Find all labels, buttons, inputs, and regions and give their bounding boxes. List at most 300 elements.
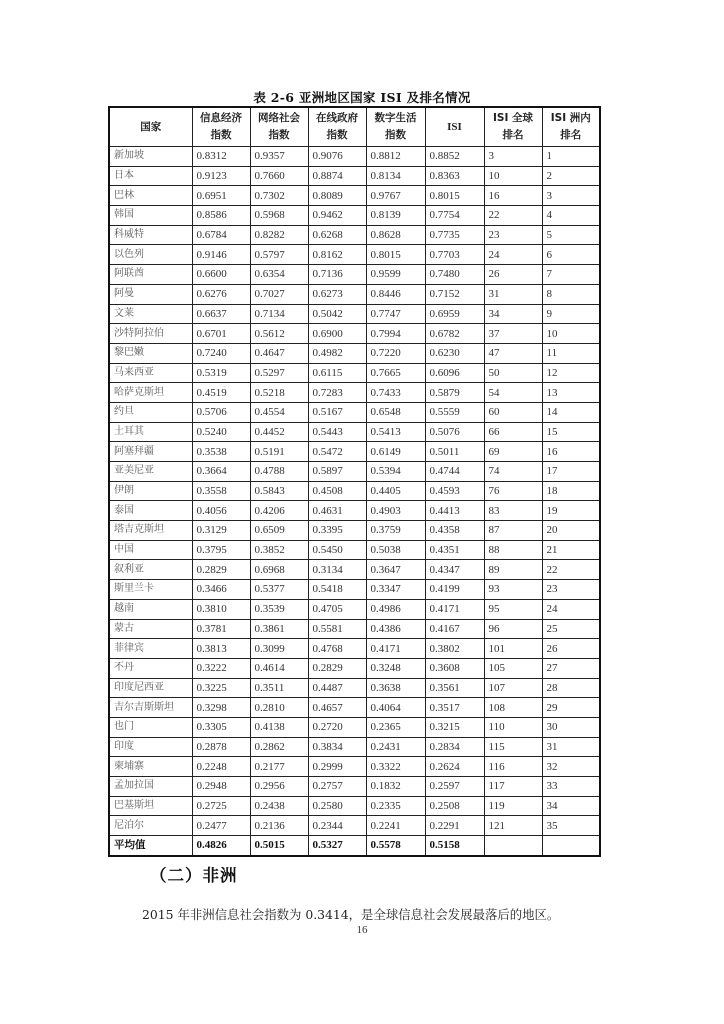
value-cell: 0.4064 <box>366 698 425 718</box>
value-cell: 0.4351 <box>425 540 484 560</box>
value-cell: 0.4554 <box>250 402 308 422</box>
value-cell: 0.7220 <box>366 343 425 363</box>
country-cell: 菲律宾 <box>109 639 192 659</box>
value-cell: 0.4056 <box>192 501 250 521</box>
value-cell: 0.3813 <box>192 639 250 659</box>
table-row <box>109 540 600 560</box>
table-row <box>109 225 600 245</box>
value-cell: 0.3511 <box>250 678 308 698</box>
value-cell: 0.2834 <box>425 737 484 757</box>
value-cell: 0.3222 <box>192 658 250 678</box>
value-cell: 1 <box>542 147 600 167</box>
table-row <box>109 580 600 600</box>
country-cell: 巴林 <box>109 186 192 206</box>
value-cell: 0.7027 <box>250 284 308 304</box>
table-row <box>109 186 600 206</box>
value-cell: 0.3664 <box>192 462 250 482</box>
value-cell: 0.2136 <box>250 816 308 836</box>
value-cell: 0.6354 <box>250 265 308 285</box>
value-cell: 0.3638 <box>366 678 425 698</box>
country-cell: 亚美尼亚 <box>109 462 192 482</box>
value-cell: 0.7754 <box>425 206 484 226</box>
table-row <box>109 757 600 777</box>
value-cell: 24 <box>542 599 600 619</box>
table-row <box>109 147 600 167</box>
value-cell: 0.3129 <box>192 521 250 541</box>
country-cell: 阿联酋 <box>109 265 192 285</box>
value-cell: 5 <box>542 225 600 245</box>
value-cell: 31 <box>484 284 542 304</box>
value-cell: 30 <box>542 717 600 737</box>
value-cell: 15 <box>542 422 600 442</box>
value-cell: 0.4657 <box>308 698 366 718</box>
value-cell: 0.2335 <box>366 796 425 816</box>
table-row <box>109 717 600 737</box>
value-cell: 0.4744 <box>425 462 484 482</box>
value-cell: 0.3225 <box>192 678 250 698</box>
value-cell: 0.6096 <box>425 363 484 383</box>
value-cell: 0.8586 <box>192 206 250 226</box>
value-cell: 0.2878 <box>192 737 250 757</box>
value-cell: 37 <box>484 324 542 344</box>
value-cell: 23 <box>484 225 542 245</box>
country-cell: 印度尼西亚 <box>109 678 192 698</box>
country-cell: 印度 <box>109 737 192 757</box>
value-cell: 34 <box>484 304 542 324</box>
value-cell: 0.3539 <box>250 599 308 619</box>
value-cell: 0.5443 <box>308 422 366 442</box>
value-cell: 22 <box>484 206 542 226</box>
value-cell: 0.2291 <box>425 816 484 836</box>
value-cell: 0.7136 <box>308 265 366 285</box>
column-header-line: 在线政府 <box>316 112 358 124</box>
value-cell: 0.7152 <box>425 284 484 304</box>
table-row <box>109 462 600 482</box>
country-cell: 蒙古 <box>109 619 192 639</box>
value-cell: 35 <box>542 816 600 836</box>
value-cell: 34 <box>542 796 600 816</box>
value-cell: 0.2948 <box>192 777 250 797</box>
body-paragraph: 2015 年非洲信息社会指数为 0.3414，是全球信息社会发展最落后的地区。 <box>142 907 560 922</box>
value-cell: 0.1832 <box>366 777 425 797</box>
value-cell: 0.4487 <box>308 678 366 698</box>
value-cell: 0.9767 <box>366 186 425 206</box>
value-cell: 0.5297 <box>250 363 308 383</box>
table-body <box>109 147 600 856</box>
value-cell: 11 <box>542 343 600 363</box>
value-cell <box>542 836 600 856</box>
value-cell: 0.3248 <box>366 658 425 678</box>
value-cell: 0.5418 <box>308 580 366 600</box>
country-cell: 平均值 <box>109 836 192 856</box>
value-cell: 0.9146 <box>192 245 250 265</box>
country-cell: 中国 <box>109 540 192 560</box>
value-cell: 0.2720 <box>308 717 366 737</box>
value-cell: 0.2810 <box>250 698 308 718</box>
value-cell: 0.5612 <box>250 324 308 344</box>
table-row <box>109 304 600 324</box>
value-cell: 0.8312 <box>192 147 250 167</box>
table-row <box>109 560 600 580</box>
value-cell: 9 <box>542 304 600 324</box>
value-cell: 0.3517 <box>425 698 484 718</box>
table-row <box>109 816 600 836</box>
value-cell: 0.3099 <box>250 639 308 659</box>
value-cell: 0.3298 <box>192 698 250 718</box>
value-cell: 0.2438 <box>250 796 308 816</box>
value-cell: 95 <box>484 599 542 619</box>
country-cell: 越南 <box>109 599 192 619</box>
value-cell: 0.3647 <box>366 560 425 580</box>
value-cell: 20 <box>542 521 600 541</box>
value-cell: 0.6115 <box>308 363 366 383</box>
value-cell: 107 <box>484 678 542 698</box>
value-cell: 0.3608 <box>425 658 484 678</box>
value-cell: 0.5413 <box>366 422 425 442</box>
country-cell: 塔吉克斯坦 <box>109 521 192 541</box>
column-header <box>366 107 425 147</box>
value-cell: 26 <box>542 639 600 659</box>
value-cell: 25 <box>542 619 600 639</box>
country-cell: 马来西亚 <box>109 363 192 383</box>
table-row <box>109 619 600 639</box>
value-cell: 27 <box>542 658 600 678</box>
table-row <box>109 658 600 678</box>
value-cell: 0.4405 <box>366 481 425 501</box>
value-cell: 0.3466 <box>192 580 250 600</box>
value-cell: 16 <box>542 442 600 462</box>
value-cell: 0.8139 <box>366 206 425 226</box>
value-cell: 0.9076 <box>308 147 366 167</box>
value-cell: 0.7994 <box>366 324 425 344</box>
value-cell: 0.4358 <box>425 521 484 541</box>
value-cell: 0.4413 <box>425 501 484 521</box>
value-cell: 28 <box>542 678 600 698</box>
table-row <box>109 442 600 462</box>
column-header-line: ISI 全球 <box>492 112 534 124</box>
value-cell: 0.2725 <box>192 796 250 816</box>
value-cell: 0.6782 <box>425 324 484 344</box>
value-cell <box>484 836 542 856</box>
value-cell: 74 <box>484 462 542 482</box>
column-header <box>542 107 600 147</box>
value-cell: 14 <box>542 402 600 422</box>
table-row <box>109 245 600 265</box>
value-cell: 0.5472 <box>308 442 366 462</box>
value-cell: 0.5897 <box>308 462 366 482</box>
value-cell: 0.5319 <box>192 363 250 383</box>
value-cell: 0.6959 <box>425 304 484 324</box>
value-cell: 0.3561 <box>425 678 484 698</box>
value-cell: 0.2431 <box>366 737 425 757</box>
table-caption: 表 2-6 亚洲地区国家 ISI 及排名情况 <box>253 90 471 105</box>
value-cell: 101 <box>484 639 542 659</box>
value-cell: 0.8852 <box>425 147 484 167</box>
value-cell: 119 <box>484 796 542 816</box>
value-cell: 0.4903 <box>366 501 425 521</box>
value-cell: 0.6230 <box>425 343 484 363</box>
value-cell: 0.4167 <box>425 619 484 639</box>
value-cell: 0.8015 <box>366 245 425 265</box>
value-cell: 0.3558 <box>192 481 250 501</box>
value-cell: 0.4788 <box>250 462 308 482</box>
table-row <box>109 363 600 383</box>
value-cell: 0.9123 <box>192 166 250 186</box>
country-cell: 文莱 <box>109 304 192 324</box>
value-cell: 0.9462 <box>308 206 366 226</box>
column-header-line: ISI 洲内 <box>550 112 591 124</box>
value-cell: 0.4705 <box>308 599 366 619</box>
value-cell: 116 <box>484 757 542 777</box>
value-cell: 0.2999 <box>308 757 366 777</box>
average-row <box>109 836 600 856</box>
column-header <box>109 107 192 147</box>
value-cell: 0.8089 <box>308 186 366 206</box>
value-cell: 21 <box>542 540 600 560</box>
value-cell: 0.6273 <box>308 284 366 304</box>
country-cell: 阿塞拜疆 <box>109 442 192 462</box>
table-row <box>109 324 600 344</box>
table-row <box>109 166 600 186</box>
table-row <box>109 698 600 718</box>
value-cell: 0.4199 <box>425 580 484 600</box>
country-cell: 孟加拉国 <box>109 777 192 797</box>
value-cell: 0.7134 <box>250 304 308 324</box>
value-cell: 117 <box>484 777 542 797</box>
value-cell: 0.5038 <box>366 540 425 560</box>
value-cell: 0.2829 <box>308 658 366 678</box>
asia-isi-table <box>108 106 601 857</box>
table-row <box>109 481 600 501</box>
column-header <box>425 107 484 147</box>
value-cell: 0.7283 <box>308 383 366 403</box>
country-cell: 以色列 <box>109 245 192 265</box>
value-cell: 0.4206 <box>250 501 308 521</box>
value-cell: 0.8628 <box>366 225 425 245</box>
value-cell: 0.7735 <box>425 225 484 245</box>
country-cell: 吉尔吉斯斯坦 <box>109 698 192 718</box>
value-cell: 0.6600 <box>192 265 250 285</box>
value-cell: 110 <box>484 717 542 737</box>
value-cell: 0.6701 <box>192 324 250 344</box>
column-header-line: 数字生活 <box>374 112 417 124</box>
table-row <box>109 284 600 304</box>
value-cell: 0.6968 <box>250 560 308 580</box>
value-cell: 33 <box>542 777 600 797</box>
value-cell: 19 <box>542 501 600 521</box>
value-cell: 0.5327 <box>308 836 366 856</box>
value-cell: 69 <box>484 442 542 462</box>
value-cell: 0.8874 <box>308 166 366 186</box>
value-cell: 0.7240 <box>192 343 250 363</box>
value-cell: 0.7433 <box>366 383 425 403</box>
value-cell: 0.7480 <box>425 265 484 285</box>
value-cell: 0.5879 <box>425 383 484 403</box>
value-cell: 0.3395 <box>308 521 366 541</box>
value-cell: 0.5394 <box>366 462 425 482</box>
value-cell: 0.5167 <box>308 402 366 422</box>
value-cell: 0.5968 <box>250 206 308 226</box>
table-row <box>109 777 600 797</box>
country-cell: 叙利亚 <box>109 560 192 580</box>
value-cell: 0.4826 <box>192 836 250 856</box>
value-cell: 0.6637 <box>192 304 250 324</box>
value-cell: 105 <box>484 658 542 678</box>
value-cell: 0.2241 <box>366 816 425 836</box>
country-cell: 柬埔寨 <box>109 757 192 777</box>
value-cell: 0.4982 <box>308 343 366 363</box>
value-cell: 0.4614 <box>250 658 308 678</box>
value-cell: 0.6784 <box>192 225 250 245</box>
value-cell: 0.5843 <box>250 481 308 501</box>
value-cell: 0.5706 <box>192 402 250 422</box>
country-cell: 新加坡 <box>109 147 192 167</box>
value-cell: 0.4593 <box>425 481 484 501</box>
country-cell: 哈萨克斯坦 <box>109 383 192 403</box>
table-row <box>109 521 600 541</box>
value-cell: 0.3834 <box>308 737 366 757</box>
value-cell: 0.5377 <box>250 580 308 600</box>
value-cell: 7 <box>542 265 600 285</box>
value-cell: 0.6276 <box>192 284 250 304</box>
value-cell: 0.3322 <box>366 757 425 777</box>
value-cell: 3 <box>542 186 600 206</box>
column-header <box>308 107 366 147</box>
value-cell: 0.4452 <box>250 422 308 442</box>
value-cell: 0.7660 <box>250 166 308 186</box>
page-number: 16 <box>356 924 368 936</box>
country-cell: 不丹 <box>109 658 192 678</box>
value-cell: 0.5218 <box>250 383 308 403</box>
value-cell: 93 <box>484 580 542 600</box>
value-cell: 0.3538 <box>192 442 250 462</box>
country-cell: 斯里兰卡 <box>109 580 192 600</box>
table-row <box>109 402 600 422</box>
value-cell: 0.2956 <box>250 777 308 797</box>
column-header-line: 指数 <box>268 129 290 141</box>
table-row <box>109 599 600 619</box>
value-cell: 115 <box>484 737 542 757</box>
value-cell: 121 <box>484 816 542 836</box>
value-cell: 0.4386 <box>366 619 425 639</box>
value-cell: 0.2248 <box>192 757 250 777</box>
value-cell: 0.2365 <box>366 717 425 737</box>
country-cell: 科威特 <box>109 225 192 245</box>
value-cell: 0.2344 <box>308 816 366 836</box>
value-cell: 0.8446 <box>366 284 425 304</box>
value-cell: 0.2580 <box>308 796 366 816</box>
column-header <box>484 107 542 147</box>
value-cell: 0.3810 <box>192 599 250 619</box>
table-row <box>109 383 600 403</box>
table-row <box>109 501 600 521</box>
value-cell: 0.6268 <box>308 225 366 245</box>
column-header-line: 国家 <box>140 120 162 133</box>
value-cell: 0.2829 <box>192 560 250 580</box>
value-cell: 88 <box>484 540 542 560</box>
value-cell: 10 <box>542 324 600 344</box>
value-cell: 0.6900 <box>308 324 366 344</box>
table-row <box>109 206 600 226</box>
value-cell: 24 <box>484 245 542 265</box>
country-cell: 韩国 <box>109 206 192 226</box>
country-cell: 沙特阿拉伯 <box>109 324 192 344</box>
country-cell: 日本 <box>109 166 192 186</box>
value-cell: 54 <box>484 383 542 403</box>
column-header-line: 网络社会 <box>258 112 300 124</box>
value-cell: 0.2177 <box>250 757 308 777</box>
value-cell: 10 <box>484 166 542 186</box>
table-row <box>109 639 600 659</box>
value-cell: 0.8363 <box>425 166 484 186</box>
value-cell: 31 <box>542 737 600 757</box>
value-cell: 0.7747 <box>366 304 425 324</box>
column-header <box>192 107 250 147</box>
value-cell: 0.8134 <box>366 166 425 186</box>
value-cell: 83 <box>484 501 542 521</box>
value-cell: 0.6951 <box>192 186 250 206</box>
value-cell: 0.5581 <box>308 619 366 639</box>
value-cell: 0.2597 <box>425 777 484 797</box>
value-cell: 16 <box>484 186 542 206</box>
value-cell: 47 <box>484 343 542 363</box>
value-cell: 18 <box>542 481 600 501</box>
value-cell: 0.4519 <box>192 383 250 403</box>
value-cell: 0.5559 <box>425 402 484 422</box>
value-cell: 0.4768 <box>308 639 366 659</box>
value-cell: 17 <box>542 462 600 482</box>
value-cell: 4 <box>542 206 600 226</box>
value-cell: 0.3861 <box>250 619 308 639</box>
table-row <box>109 737 600 757</box>
column-header-line: 排名 <box>502 129 524 141</box>
value-cell: 12 <box>542 363 600 383</box>
value-cell: 66 <box>484 422 542 442</box>
value-cell: 0.5240 <box>192 422 250 442</box>
value-cell: 0.3852 <box>250 540 308 560</box>
value-cell: 0.5042 <box>308 304 366 324</box>
value-cell: 0.3802 <box>425 639 484 659</box>
value-cell: 0.3781 <box>192 619 250 639</box>
value-cell: 8 <box>542 284 600 304</box>
table-row <box>109 265 600 285</box>
country-cell: 阿曼 <box>109 284 192 304</box>
value-cell: 6 <box>542 245 600 265</box>
value-cell: 22 <box>542 560 600 580</box>
value-cell: 0.2757 <box>308 777 366 797</box>
country-cell: 尼泊尔 <box>109 816 192 836</box>
value-cell: 0.5797 <box>250 245 308 265</box>
value-cell: 2 <box>542 166 600 186</box>
country-cell: 伊朗 <box>109 481 192 501</box>
value-cell: 76 <box>484 481 542 501</box>
country-cell: 黎巴嫩 <box>109 343 192 363</box>
value-cell: 0.8812 <box>366 147 425 167</box>
column-header-line: 指数 <box>210 129 232 141</box>
value-cell: 0.2862 <box>250 737 308 757</box>
value-cell: 0.3347 <box>366 580 425 600</box>
value-cell: 96 <box>484 619 542 639</box>
value-cell: 0.6548 <box>366 402 425 422</box>
value-cell: 0.4986 <box>366 599 425 619</box>
value-cell: 0.4171 <box>366 639 425 659</box>
table-header-row <box>109 107 600 147</box>
value-cell: 0.6149 <box>366 442 425 462</box>
table-row <box>109 422 600 442</box>
value-cell: 0.7665 <box>366 363 425 383</box>
column-header-line: ISI <box>447 120 462 133</box>
value-cell: 0.3795 <box>192 540 250 560</box>
